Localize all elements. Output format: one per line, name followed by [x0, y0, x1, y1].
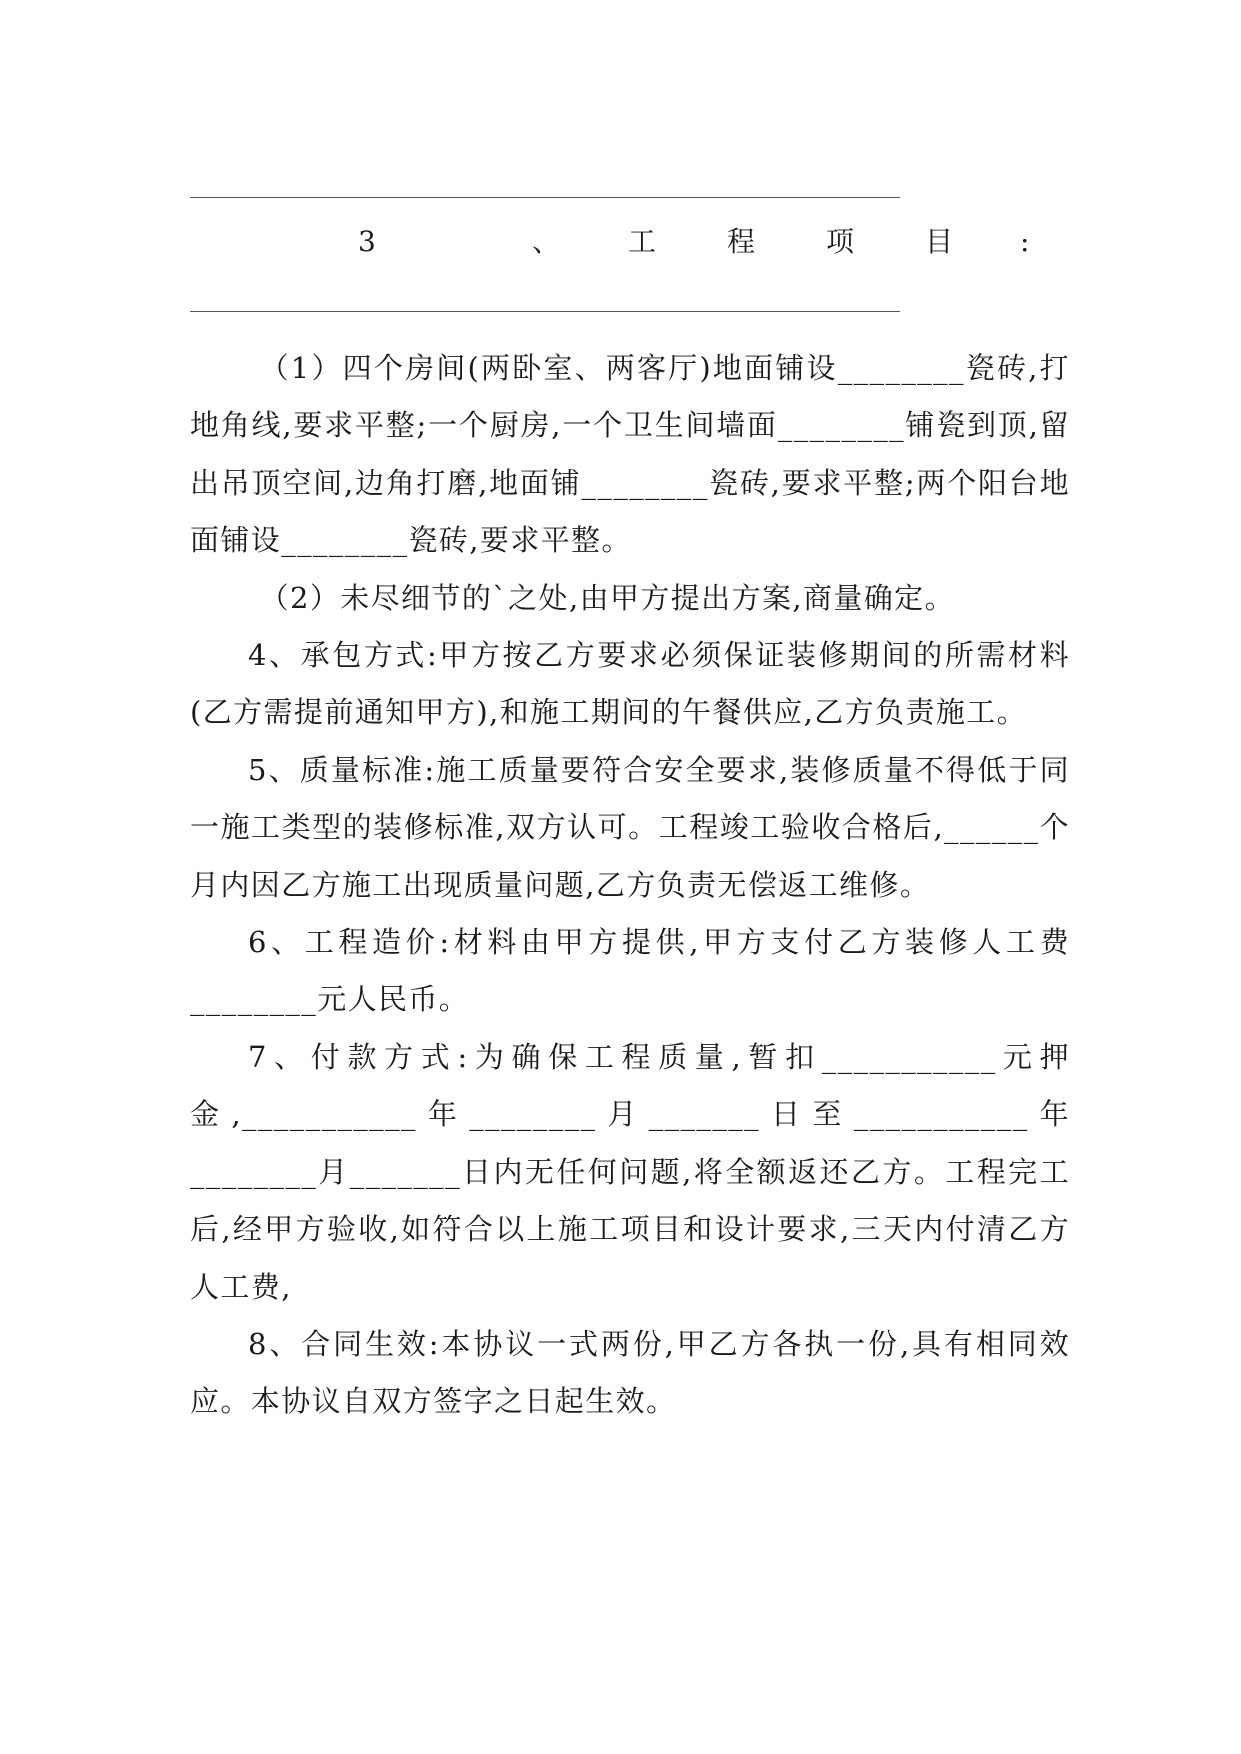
paragraph-item-1: （1）四个房间(两卧室、两客厅)地面铺设________瓷砖,打地角线,要求平整;一个厨房,一个卫生间墙面________铺瓷到顶,留出吊顶空间,边角打磨,地面铺________瓷砖,要求平整;两个阳台地面铺设________瓷砖,要求平整。 [190, 351, 1070, 558]
contract-body [190, 340, 1070, 1431]
heading-char-4: 目 [925, 225, 954, 258]
paragraph-payment-method: 7、付款方式:为确保工程质量,暂扣___________元押金,___________年________月_______日至___________年________月_______日内无任何问题,将全额返还乙方。工程完工后,经甲方验收,如符合以上施工项目和设计要求,三天内付清乙方人工费, [190, 1039, 1070, 1304]
paragraph-contract-effect: 8、合同生效:本协议一式两份,甲乙方各执一份,具有相同效应。本协议自双方签字之日起生效。 [190, 1326, 1070, 1419]
heading-char-1: 工 [628, 225, 657, 258]
heading-separator: 、 [532, 225, 561, 258]
paragraph-project-cost: 6、工程造价:材料由甲方提供,甲方支付乙方装修人工费________元人民币。 [190, 925, 1070, 1017]
heading-number: 3 [358, 225, 376, 258]
paragraph-quality-standard: 5、质量标准:施工质量要符合安全要求,装修质量不得低于同一施工类型的装修标准,双方认可。工程竣工验收合格后,______个月内因乙方施工出现质量问题,乙方负责无偿返工维修。 [190, 752, 1070, 902]
mid-underline-rule [190, 311, 900, 312]
paragraph-contract-method: 4、承包方式:甲方按乙方要求必须保证装修期间的所需材料(乙方需提前通知甲方),和施工期间的午餐供应,乙方负责施工。 [190, 638, 1070, 730]
section-heading [190, 222, 1050, 262]
heading-char-2: 程 [727, 225, 756, 258]
paragraph-item-2: （2）未尽细节的`之处,由甲方提出方案,商量确定。 [259, 580, 955, 615]
heading-char-3: 项 [826, 225, 855, 258]
top-underline-rule [190, 197, 900, 198]
heading-colon: : [1020, 225, 1030, 258]
